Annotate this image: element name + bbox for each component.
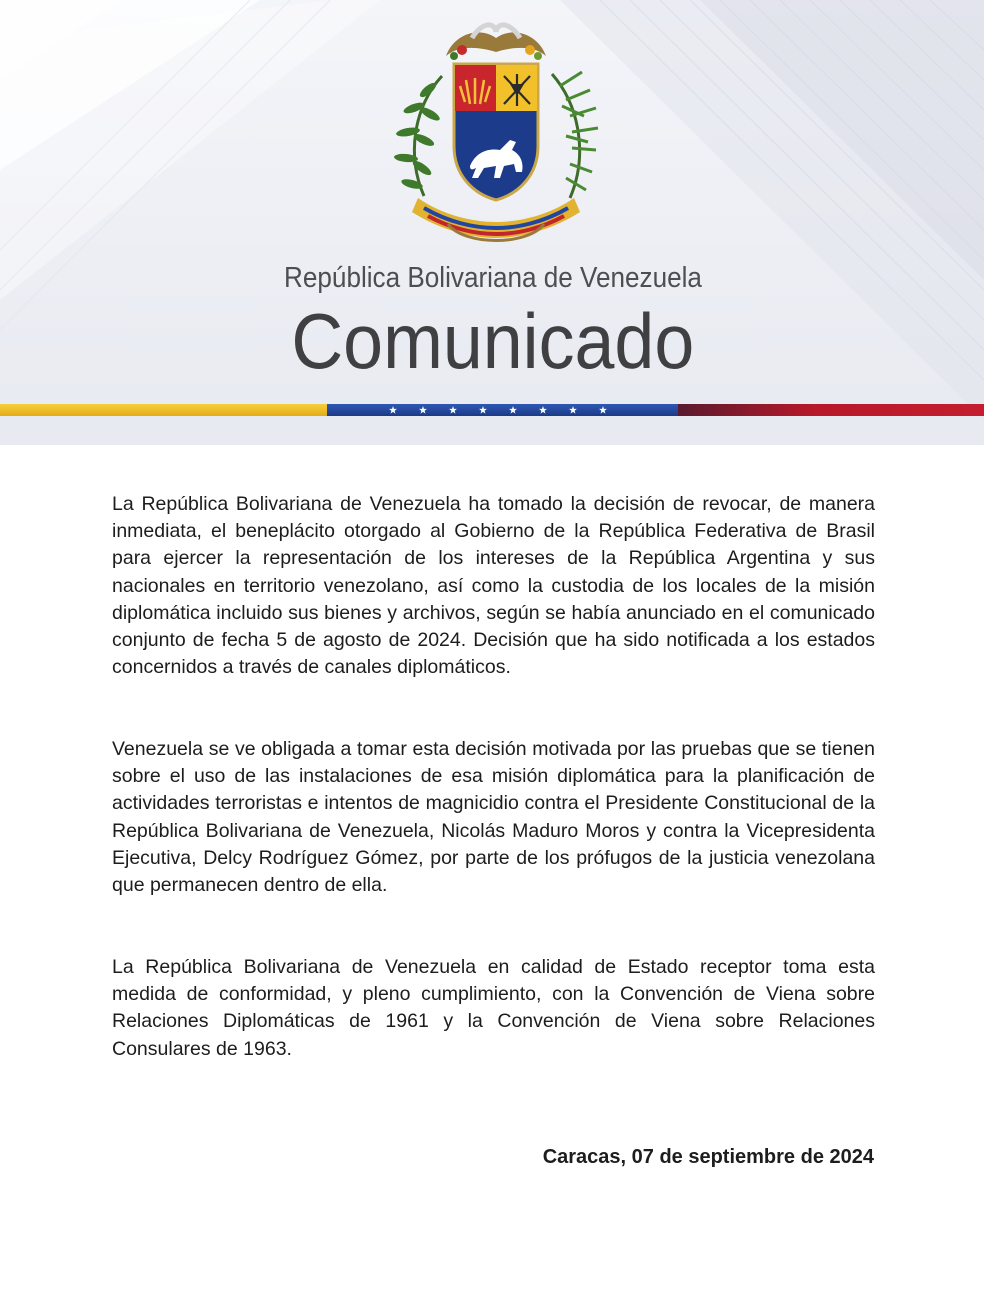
star-icon [599, 406, 607, 414]
body-paragraph-2: Venezuela se ve obligada a tomar esta decisión motivada por las pruebas que se tienen sobre el uso de las instalaciones de esa misión diplomática para la planificación de actividades terroristas e intentos de magnicidio contra el Presidente Constitucional de la República Bolivariana de Venezuela, Nicolás Maduro Moros y contra la Vicepresidenta Ejecutiva, Delcy Rodríguez Gómez, por parte de los prófugos de la justicia venezolana que permanecen dentro de ella. [112, 738, 875, 897]
star-icon [419, 406, 427, 414]
star-icon [479, 406, 487, 414]
dateline: Caracas, 07 de septiembre de 2024 [542, 1146, 874, 1168]
band-yellow [0, 404, 327, 416]
star-icon [509, 406, 517, 414]
star-icon [539, 406, 547, 414]
star-icon [389, 406, 397, 414]
band-blue [327, 404, 678, 416]
flag-color-band [0, 404, 984, 416]
issuer-name: República Bolivariana de Venezuela [284, 262, 702, 294]
star-icon [449, 406, 457, 414]
header-banner [0, 0, 984, 445]
document-title: Comunicado [291, 297, 695, 385]
band-red [678, 404, 984, 416]
star-icon [569, 406, 577, 414]
body-paragraph-1: La República Bolivariana de Venezuela ha tomado la decisión de revocar, de manera inmediata, el beneplácito otorgado al Gobierno de la República Federativa de Brasil para ejercer la representación de los intereses de la República Argentina y sus nacionales en territorio venezolano, así como la custodia de los locales de la misión diplomática incluido sus bienes y archivos, según se había anunciado en el comunicado conjunto de fecha 5 de agosto de 2024. Decisión que ha sido notificada a los estados concernidos a través de canales diplomáticos. [112, 493, 875, 679]
body-paragraph-3: La República Bolivariana de Venezuela en calidad de Estado receptor toma esta medida de conformidad, y pleno cumplimiento, con la Convención de Viena sobre Relaciones Diplomáticas de 1961 y la Convención de Viena sobre Relaciones Consulares de 1963. [112, 956, 875, 1060]
coat-of-arms-icon [384, 16, 608, 254]
